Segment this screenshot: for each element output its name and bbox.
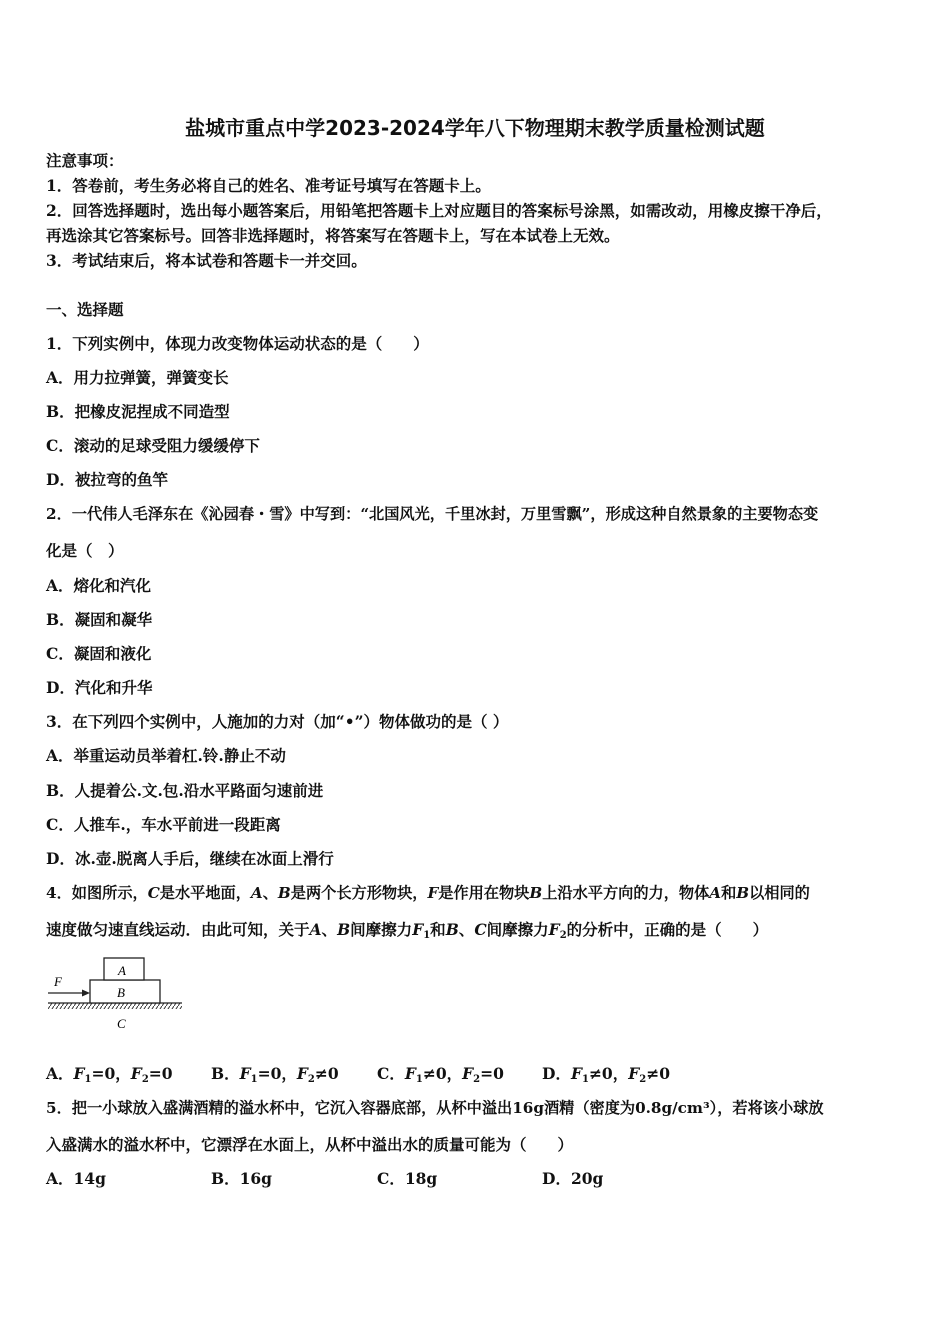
question-5-stem-cont: 入盛满水的溢水杯中，它漂浮在水面上，从杯中溢出水的质量可能为（ ） xyxy=(46,1135,574,1154)
notice-item: 再选涂其它答案标号。回答非选择题时，将答案写在答题卡上，写在本试卷上无效。 xyxy=(46,226,620,245)
question-4-option-d: D．$F_1\ne 0$，$F_2\ne 0$ xyxy=(542,1064,670,1085)
notice-item: 3．考试结束后，将本试卷和答题卡一并交回。 xyxy=(46,251,367,270)
question-2-option-c: C．凝固和液化 xyxy=(46,644,152,663)
notice-heading: 注意事项： xyxy=(46,151,124,170)
question-3-option-b: B．人提着公.文.包.沿水平路面匀速前进 xyxy=(46,781,324,800)
question-1-option-a: A．用力拉弹簧，弹簧变长 xyxy=(46,368,229,387)
question-2-option-b: B．凝固和凝华 xyxy=(46,610,153,629)
question-3-option-d: D．冰.壶.脱离人手后，继续在冰面上滑行 xyxy=(46,849,334,868)
notice-item: 2．回答选择题时，选出每小题答案后，用铅笔把答题卡上对应题目的答案标号涂黑，如需改动，用橡皮擦干净后， xyxy=(46,201,832,220)
question-1-stem: 1．下列实例中，体现力改变物体运动状态的是（ ） xyxy=(46,334,429,353)
question-4-option-b: B．$F_1=0$，$F_2\ne 0$ xyxy=(211,1064,339,1085)
question-5-option-d: D．20g xyxy=(542,1169,604,1188)
question-5-option-b: B．16g xyxy=(211,1169,273,1188)
question-4-stem-cont: 速度做匀速直线运动．由此可知，关于A、B间摩擦力$F_1$和B、C间摩擦力$F_2$的分析中，正确的是（ ） xyxy=(46,920,769,941)
question-2-stem-cont: 化是（ ） xyxy=(46,541,124,560)
question-5-stem: 5．把一小球放入盛满酒精的溢水杯中，它沉入容器底部，从杯中溢出16g酒精（密度为0.8g/cm³），若将该小球放 xyxy=(46,1099,824,1117)
ground-hatch xyxy=(48,1003,182,1009)
question-2-stem: 2．一代伟人毛泽东在《沁园春・雪》中写到：“北国风光，千里冰封，万里雪飘”，形成这种自然景象的主要物态变 xyxy=(46,505,819,523)
label-a: A xyxy=(118,963,126,978)
question-5-option-a: A．14g xyxy=(46,1169,106,1188)
block-b xyxy=(90,980,160,1003)
question-4-option-c: C．$F_1\ne 0$，$F_2=0$ xyxy=(377,1064,504,1085)
question-5-option-c: C．18g xyxy=(377,1169,438,1188)
question-4-option-a: A．$F_1=0$，$F_2=0$ xyxy=(46,1064,173,1085)
label-b: B xyxy=(117,985,125,1000)
question-4-stem: 4．如图所示，C是水平地面，A、B是两个长方形物块，F是作用在物块B上沿水平方向的力，物体A和B以相同的 xyxy=(46,884,810,902)
question-3-option-c: C．人推车.，车水平前进一段距离 xyxy=(46,815,281,834)
section-heading: 一、选择题 xyxy=(46,300,124,319)
question-1-option-b: B．把橡皮泥捏成不同造型 xyxy=(46,402,230,421)
notice-item: 1．答卷前，考生务必将自己的姓名、准考证号填写在答题卡上。 xyxy=(46,176,491,195)
question-2-option-a: A．熔化和汽化 xyxy=(46,576,152,595)
question-3-option-a: A．举重运动员举着杠.铃.静止不动 xyxy=(46,746,286,765)
page-title: 盐城市重点中学2023-2024学年八下物理期末教学质量检测试题 xyxy=(185,116,765,140)
force-arrow-head xyxy=(82,990,90,997)
question-1-option-c: C．滚动的足球受阻力缓缓停下 xyxy=(46,436,260,455)
question-1-option-d: D．被拉弯的鱼竿 xyxy=(46,470,168,489)
question-2-option-d: D．汽化和升华 xyxy=(46,678,153,697)
question-3-stem: 3．在下列四个实例中，人施加的力对（加“•”）物体做功的是（ ） xyxy=(46,712,509,731)
blocks-figure xyxy=(46,952,184,1034)
label-f: F xyxy=(54,974,62,989)
label-c: C xyxy=(117,1016,126,1031)
